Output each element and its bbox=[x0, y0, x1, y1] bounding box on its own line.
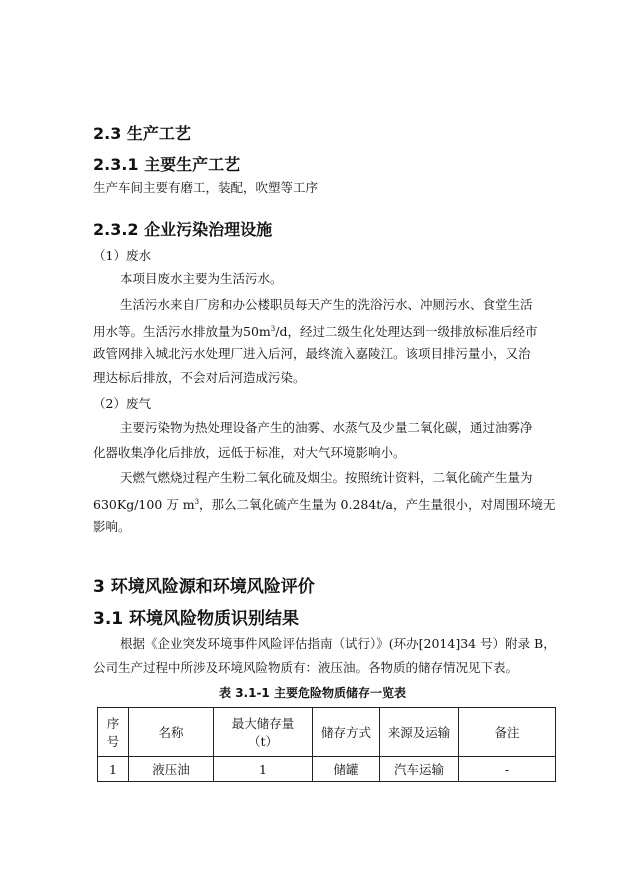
table-caption: 表 3.1-1 主要危险物质储存一览表 bbox=[219, 686, 406, 700]
paragraph-3-1-line1: 根据《企业突发环境事件风险评估指南（试行）》(环办[2014]34 号）附录 B， bbox=[120, 636, 556, 651]
heading-2-3: 2.3 生产工艺 bbox=[93, 124, 191, 143]
cell-no: 1 bbox=[98, 757, 129, 782]
hazardous-materials-table bbox=[97, 707, 556, 782]
cell-remarks: - bbox=[459, 757, 556, 782]
header-cell-name: 名称 bbox=[129, 708, 214, 757]
header-cell-storage-method: 储存方式 bbox=[313, 708, 380, 757]
cell-source-transport: 汽车运输 bbox=[380, 757, 459, 782]
table-header-row bbox=[98, 708, 556, 757]
heading-2-3-2: 2.3.2 企业污染治理设施 bbox=[93, 220, 273, 239]
header-max-line1: 最大储存量 bbox=[231, 716, 295, 731]
paragraph-natgas-line2 bbox=[93, 490, 556, 517]
paragraph-wastewater-line2 bbox=[93, 317, 537, 344]
header-no-line1: 序 bbox=[106, 716, 120, 731]
cell-max-storage: 1 bbox=[214, 757, 313, 782]
heading-2-3-1: 2.3.1 主要生产工艺 bbox=[93, 155, 241, 174]
heading-3: 3 环境风险源和环境风险评价 bbox=[93, 577, 315, 597]
paragraph-gas-line2: 化器收集净化后排放，远低于标准，对大气环境影响小。 bbox=[93, 445, 406, 460]
item-wastewater: （1）废水 bbox=[93, 248, 151, 263]
paragraph-wastewater-line1: 生活污水来自厂房和办公楼职员每天产生的洗浴污水、冲厕污水、食堂生活 bbox=[120, 297, 533, 312]
text-span: /d，经过二级生化处理达到一级排放标准后经市 bbox=[275, 324, 538, 340]
superscript: 3 bbox=[194, 498, 200, 506]
header-cell-max-storage bbox=[214, 708, 313, 757]
paragraph-natgas-line1: 天燃气燃烧过程产生粉二氧化硫及烟尘。按照统计资料，二氧化硫产生量为 bbox=[120, 470, 533, 485]
text-span: 630Kg/100 万 m bbox=[93, 497, 195, 513]
header-no-line2: 号 bbox=[106, 734, 120, 749]
header-cell-source-transport: 来源及运输 bbox=[380, 708, 459, 757]
superscript: 3 bbox=[270, 325, 276, 333]
text-span: ，那么二氧化硫产生量为 0.284t/a，产生量很小，对周围环境无 bbox=[199, 497, 556, 513]
paragraph-wastewater-line4: 理达标后排放，不会对后河造成污染。 bbox=[93, 370, 306, 385]
header-cell-no bbox=[98, 708, 129, 757]
heading-3-1: 3.1 环境风险物质识别结果 bbox=[93, 609, 300, 629]
paragraph-wastewater-line3: 政管网排入城北污水处理厂进入后河，最终流入嘉陵江。该项目排污量小，又治 bbox=[93, 346, 531, 361]
paragraph-3-1-line2: 公司生产过程中所涉及环境风险物质有：液压油。各物质的储存情况见下表。 bbox=[93, 660, 519, 675]
header-max-line2: （t） bbox=[247, 734, 279, 749]
text-span: 用水等。生活污水排放量为50m bbox=[93, 324, 271, 340]
cell-storage-method: 储罐 bbox=[313, 757, 380, 782]
paragraph-natgas-line3: 影响。 bbox=[93, 519, 131, 534]
paragraph-gas-line1: 主要污染物为热处理设备产生的油雾、水蒸气及少量二氧化碳，通过油雾净 bbox=[120, 420, 533, 435]
table-row bbox=[98, 757, 556, 782]
item-exhaust-gas: （2）废气 bbox=[93, 396, 151, 411]
header-cell-remarks: 备注 bbox=[459, 708, 556, 757]
paragraph-wastewater-main: 本项目废水主要为生活污水。 bbox=[120, 271, 283, 286]
paragraph-process: 生产车间主要有磨工，装配，吹塑等工序 bbox=[93, 180, 319, 195]
cell-name: 液压油 bbox=[129, 757, 214, 782]
